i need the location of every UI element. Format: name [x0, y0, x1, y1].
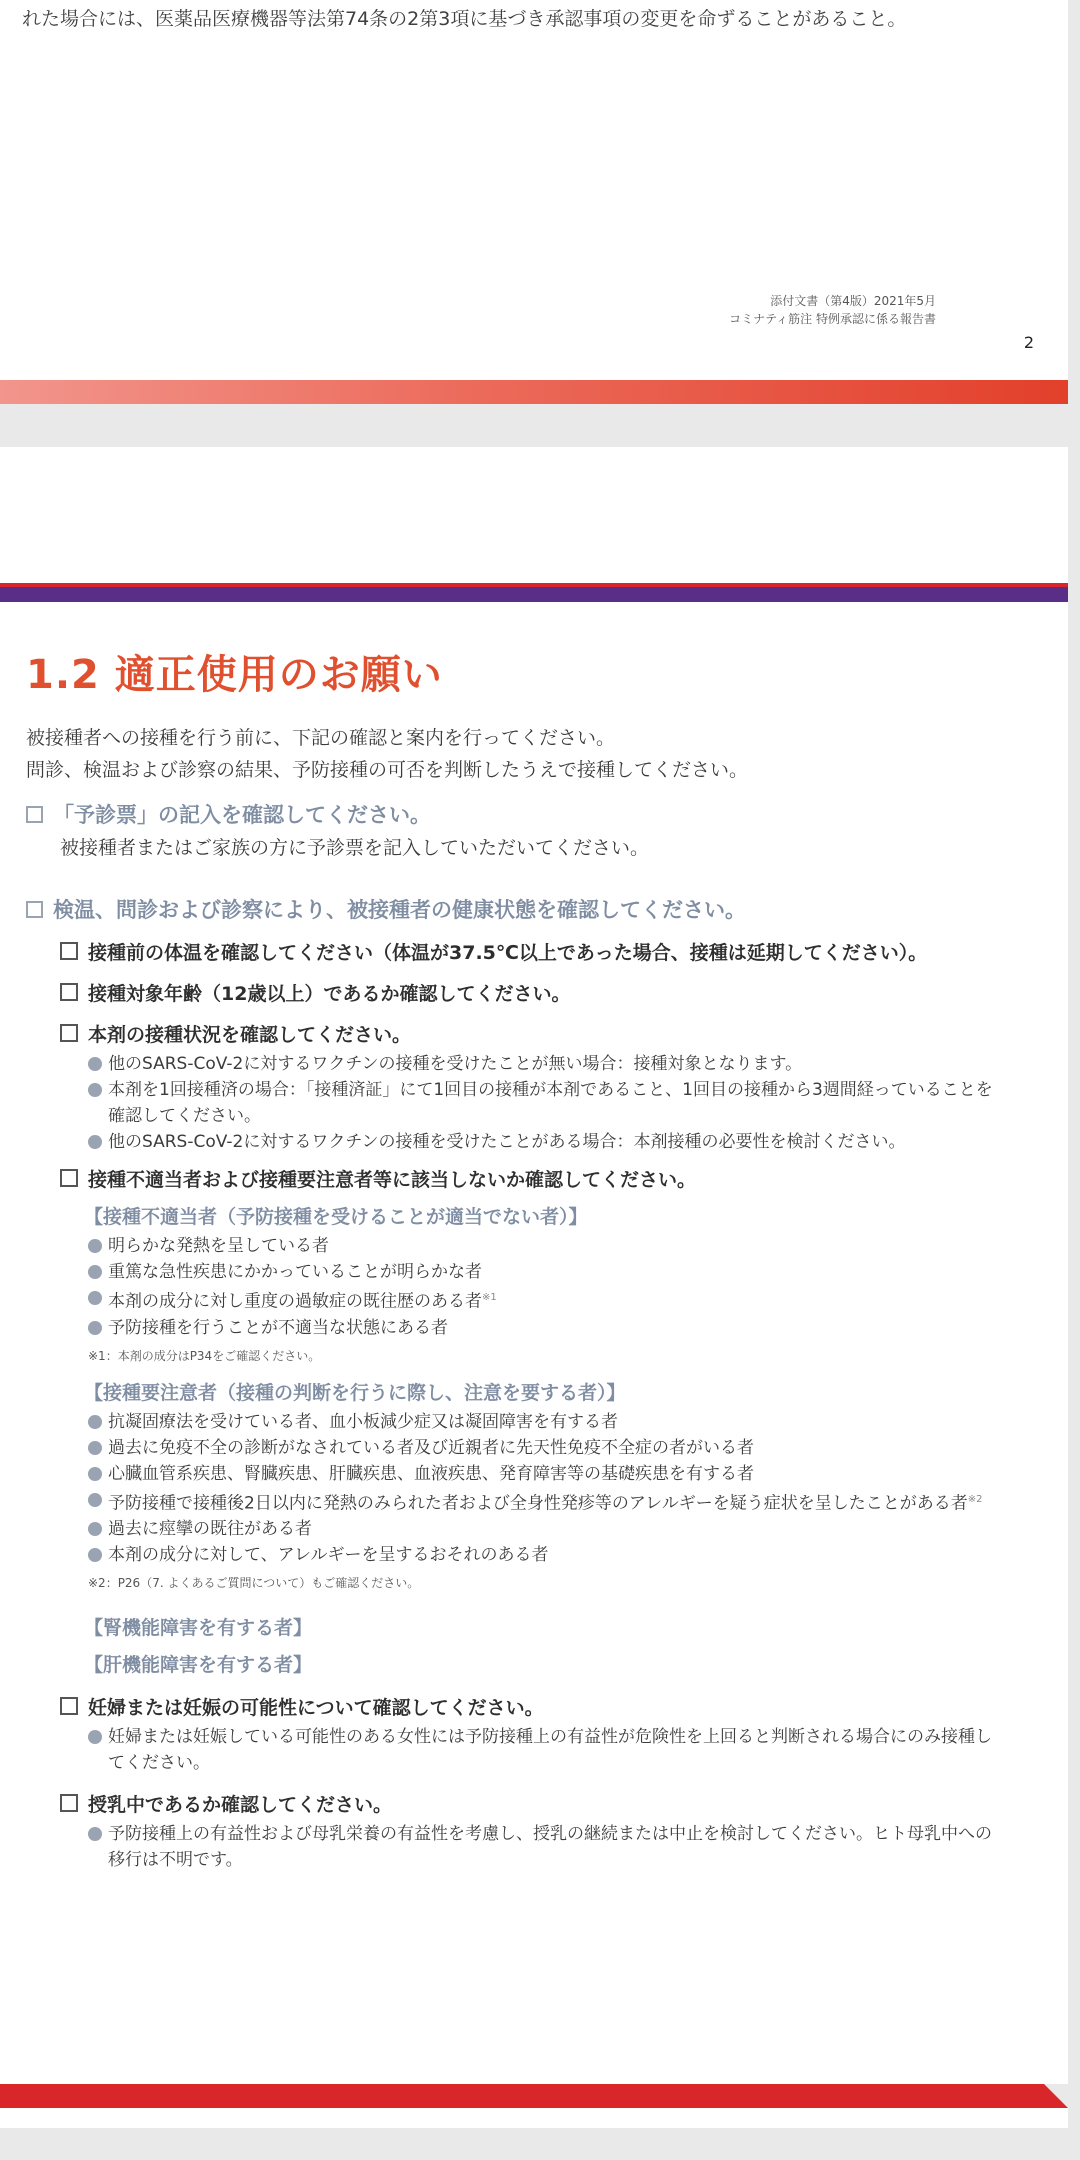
paragraph-continuation: れた場合には、医薬品医療機器等法第74条の2第3項に基づき承認事項の変更を命ずることがあること。: [22, 8, 907, 30]
footer-line-1: 添付文書（第4版）2021年5月: [770, 294, 936, 308]
footnote-1: ※1：本剤の成分はP34をご確認ください。: [88, 1348, 321, 1363]
footer-band: [0, 2084, 1068, 2108]
list-item: 妊婦または妊娠している可能性のある女性には予防接種上の有益性が危険性を上回ると判断される場合にのみ接種してください。: [88, 1724, 1008, 1776]
checkbox-icon: [60, 942, 78, 960]
list-item: 過去に免疫不全の診断がなされている者及び近親者に先天性免疫不全症の者がいる者: [88, 1435, 1008, 1461]
list-item: 本剤の成分に対して、アレルギーを呈するおそれのある者: [88, 1542, 1008, 1568]
caution-heading: 【接種要注意者（接種の判断を行うに際し、注意を要する者）】: [84, 1381, 626, 1404]
page-curl: [1044, 2084, 1068, 2108]
checkbox-icon: [26, 901, 43, 918]
list-item: 明らかな発熱を呈している者: [88, 1233, 1008, 1259]
list-item: 本剤を1回接種済の場合：「接種済証」にて1回目の接種が本剤であること、1回目の接種から3週間経っていることを確認してください。: [88, 1077, 1008, 1129]
checkbox-icon: [60, 983, 78, 1001]
list-item: 予防接種上の有益性および母乳栄養の有益性を考慮し、授乳の継続または中止を検討してください。ヒト母乳中への移行は不明です。: [88, 1821, 1008, 1873]
list-item: 重篤な急性疾患にかかっていることが明らかな者: [88, 1259, 1008, 1285]
page-number: 2: [1023, 333, 1034, 352]
list-item: 予防接種を行うことが不適当な状態にある者: [88, 1315, 1008, 1341]
list-item: 本剤の成分に対し重度の過敏症の既往歴のある者$^{※1}$: [88, 1285, 1008, 1315]
list-item: 予防接種で接種後2日以内に発熱のみられた者および全身性発疹等のアレルギーを疑う症状を呈したことがある者$^{※2}$: [88, 1487, 1008, 1517]
checklist-heading: 「予診票」の記入を確認してください。: [53, 803, 431, 827]
sub-check-eligibility: 接種不適当者および接種要注意者等に該当しないか確認してください。: [60, 1165, 1026, 1192]
document-page-1: [0, 0, 1068, 404]
checklist-item-health: [26, 894, 1026, 924]
intro-line-2: 問診、検温および診察の結果、予防接種の可否を判断したうえで接種してください。: [26, 759, 749, 781]
footnote-marker: ※1: [482, 1292, 497, 1303]
checkbox-icon: [60, 1697, 78, 1715]
list-item: 心臓血管系疾患、腎臓疾患、肝臓疾患、血液疾患、発育障害等の基礎疾患を有する者: [88, 1461, 1008, 1487]
list-item: 他のSARS-CoV-2に対するワクチンの接種を受けたことがある場合：本剤接種の必要性を検討ください。: [88, 1129, 1008, 1155]
checkbox-icon: [26, 806, 43, 823]
sub-check-vaccination-status: 本剤の接種状況を確認してください。: [60, 1020, 1026, 1047]
page-footer: [729, 292, 936, 328]
list-item: 抗凝固療法を受けている者、血小板減少症又は凝固障害を有する者: [88, 1409, 1008, 1435]
list-item: 他のSARS-CoV-2に対するワクチンの接種を受けたことが無い場合：接種対象となります。: [88, 1051, 1008, 1077]
section-title: 1.2 適正使用のお願い: [26, 652, 443, 698]
sub-check-breastfeeding: 授乳中であるか確認してください。: [60, 1790, 1026, 1817]
checklist-desc: 被接種者またはご家族の方に予診票を記入していただいてください。: [60, 837, 650, 859]
checklist-item-questionnaire: [26, 799, 1026, 829]
footnote-2: ※2：P26（7. よくあるご質問について）もご確認ください。: [88, 1576, 420, 1591]
footnote-marker: ※2: [967, 1493, 983, 1505]
footer-line-2: コミナティ筋注 特例承認に係る報告書: [729, 312, 936, 326]
hepatic-heading: 【肝機能障害を有する者】: [84, 1654, 313, 1677]
checkbox-icon: [60, 1024, 78, 1042]
renal-heading: 【腎機能障害を有する者】: [84, 1617, 313, 1640]
list-item: 過去に痙攣の既往がある者: [88, 1516, 1008, 1542]
document-page-2: [0, 447, 1068, 2128]
sub-check-pregnancy: 妊婦または妊娠の可能性について確認してください。: [60, 1693, 1026, 1720]
checkbox-icon: [60, 1794, 78, 1812]
footer-band: [0, 380, 1068, 404]
checklist-heading: 検温、問診および診察により、被接種者の健康状態を確認してください。: [53, 898, 746, 922]
unsuitable-heading: 【接種不適当者（予防接種を受けることが適当でない者）】: [84, 1206, 588, 1228]
intro: [26, 722, 1026, 786]
header-line-purple: [0, 587, 1068, 602]
checklist: [26, 799, 1026, 1873]
sub-check-temperature: 接種前の体温を確認してください（体温が37.5℃以上であった場合、接種は延期してください）。: [60, 938, 1026, 965]
sub-check-age: 接種対象年齢（12歳以上）であるか確認してください。: [60, 979, 1026, 1006]
checkbox-icon: [60, 1169, 78, 1187]
intro-line-1: 被接種者への接種を行う前に、下記の確認と案内を行ってください。: [26, 727, 616, 749]
